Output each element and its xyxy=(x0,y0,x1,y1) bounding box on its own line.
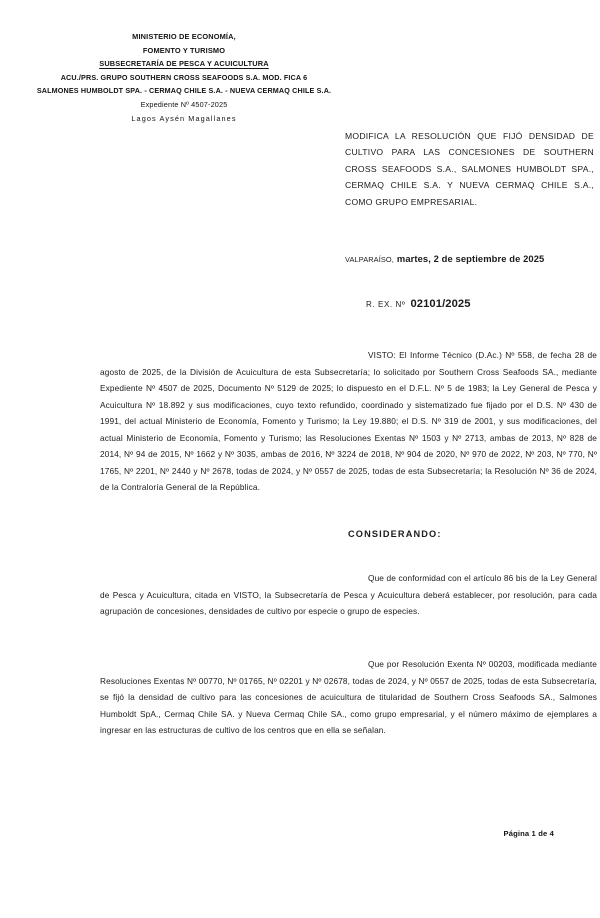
considerando-heading: CONSIDERANDO: xyxy=(348,529,442,539)
resolution-label: R. EX. Nº xyxy=(366,300,406,309)
ministry-line-2: FOMENTO Y TURISMO xyxy=(142,45,226,55)
letterhead xyxy=(34,30,334,125)
issue-date: martes, 2 de septiembre de 2025 xyxy=(396,253,545,264)
party-line-2: SALMONES HUMBOLDT SPA. - CERMAQ CHILE S.A. - NUEVA CERMAQ CHILE S.A. xyxy=(36,86,332,96)
party-line-1: ACU./PRS. GRUPO SOUTHERN CROSS SEAFOODS S.A. MOD. FICA 6 xyxy=(60,72,308,82)
considerando-paragraph-2 xyxy=(100,656,597,739)
subject-block: MODIFICA LA RESOLUCIÓN QUE FIJÓ DENSIDAD DE CULTIVO PARA LAS CONCESIONES DE SOUTHERN CROSS SEAFOODS S.A., SALMONES HUMBOLDT SPA., CERMAQ CHILE S.A. Y NUEVA CERMAQ CHILE S.A., COMO GRUPO EMPRESARIAL. xyxy=(345,131,594,207)
visto-paragraph xyxy=(100,347,597,496)
regions-line: Lagos Aysén Magallanes xyxy=(131,113,237,123)
visto-text: VISTO: El Informe Técnico (D.Ac.) Nº 558, de fecha 28 de agosto de 2025, de la División de Acuicultura de esta Subsecretaría; lo solicitado por Southern Cross Seafoods SA., mediante Expediente Nº 4507 de 2025, Documento Nº 5129 de 2025; lo dispuesto en el D.F.L. Nº 5 de 1983; la Ley General de Pesca y Acuicultura Nº 18.892 y sus modificaciones, cuyo texto refundido, coordinado y sistematizado fue fijado por el D.S. Nº 430 de 1991, del actual Ministerio de Economía, Fomento y Turismo; la Ley 19.880; el D.S. Nº 319 de 2001, y sus modificaciones, del actual Ministerio de Economía, Fomento y Turismo; las Resoluciones Exentas Nº 1503 y Nº 2713, ambas de 2013, Nº 828 de 2014, Nº 94 de 2015, Nº 1662 y Nº 3035, ambas de 2016, Nº 3224 de 2018, Nº 904 de 2020, Nº 970 de 2022, Nº 203, Nº 770, Nº 1765, Nº 2201, Nº 2440 y Nº 2678, todas de 2024, y Nº 0557 de 2025, todas de esta Subsecretaría; la Resolución Nº 36 de 2024, de la Contraloría General de la República. xyxy=(100,350,597,493)
place-city: VALPARAÍSO, xyxy=(345,255,394,264)
resolution-number: 02101/2025 xyxy=(410,298,471,310)
visto-section xyxy=(100,347,597,496)
considerando-section-1 xyxy=(100,570,597,620)
considerando-2-text: Que por Resolución Exenta Nº 00203, modificada mediante Resoluciones Exentas Nº 00770, Nº 01765, Nº 02201 y Nº 02678, todas de 2024, y Nº 0557 de 2025, todas de esta Subsecretaría, se fijó la densidad de cultivo para las concesiones de acuicultura de titularidad de Southern Cross Seafoods SA., Salmones Humboldt SpA., Cermaq Chile SA. y Nueva Cermaq Chile SA., como grupo empresarial, y el número máximo de ejemplares a ingresar en las estructuras de cultivo de los centros que en ella se señalan. xyxy=(100,659,597,736)
page-footer: Página 1 de 4 xyxy=(503,829,554,838)
considerando-section-2 xyxy=(100,656,597,739)
ministry-line-1: MINISTERIO DE ECONOMÍA, xyxy=(132,32,236,41)
resolution-number-line xyxy=(366,298,471,310)
place-date-line xyxy=(345,253,595,264)
considerando-1-text: Que de conformidad con el artículo 86 bis de la Ley General de Pesca y Acuicultura, citada en VISTO, la Subsecretaría de Pesca y Acuicultura deberá establecer, por resolución, para cada agrupación de concesiones, densidades de cultivo por especie o grupo de especies. xyxy=(100,573,597,617)
considerando-paragraph-1 xyxy=(100,570,597,620)
subsecretaria-heading: SUBSECRETARÍA DE PESCA Y ACUICULTURA xyxy=(99,59,269,69)
expediente-number: Expediente Nº 4507-2025 xyxy=(140,99,228,109)
